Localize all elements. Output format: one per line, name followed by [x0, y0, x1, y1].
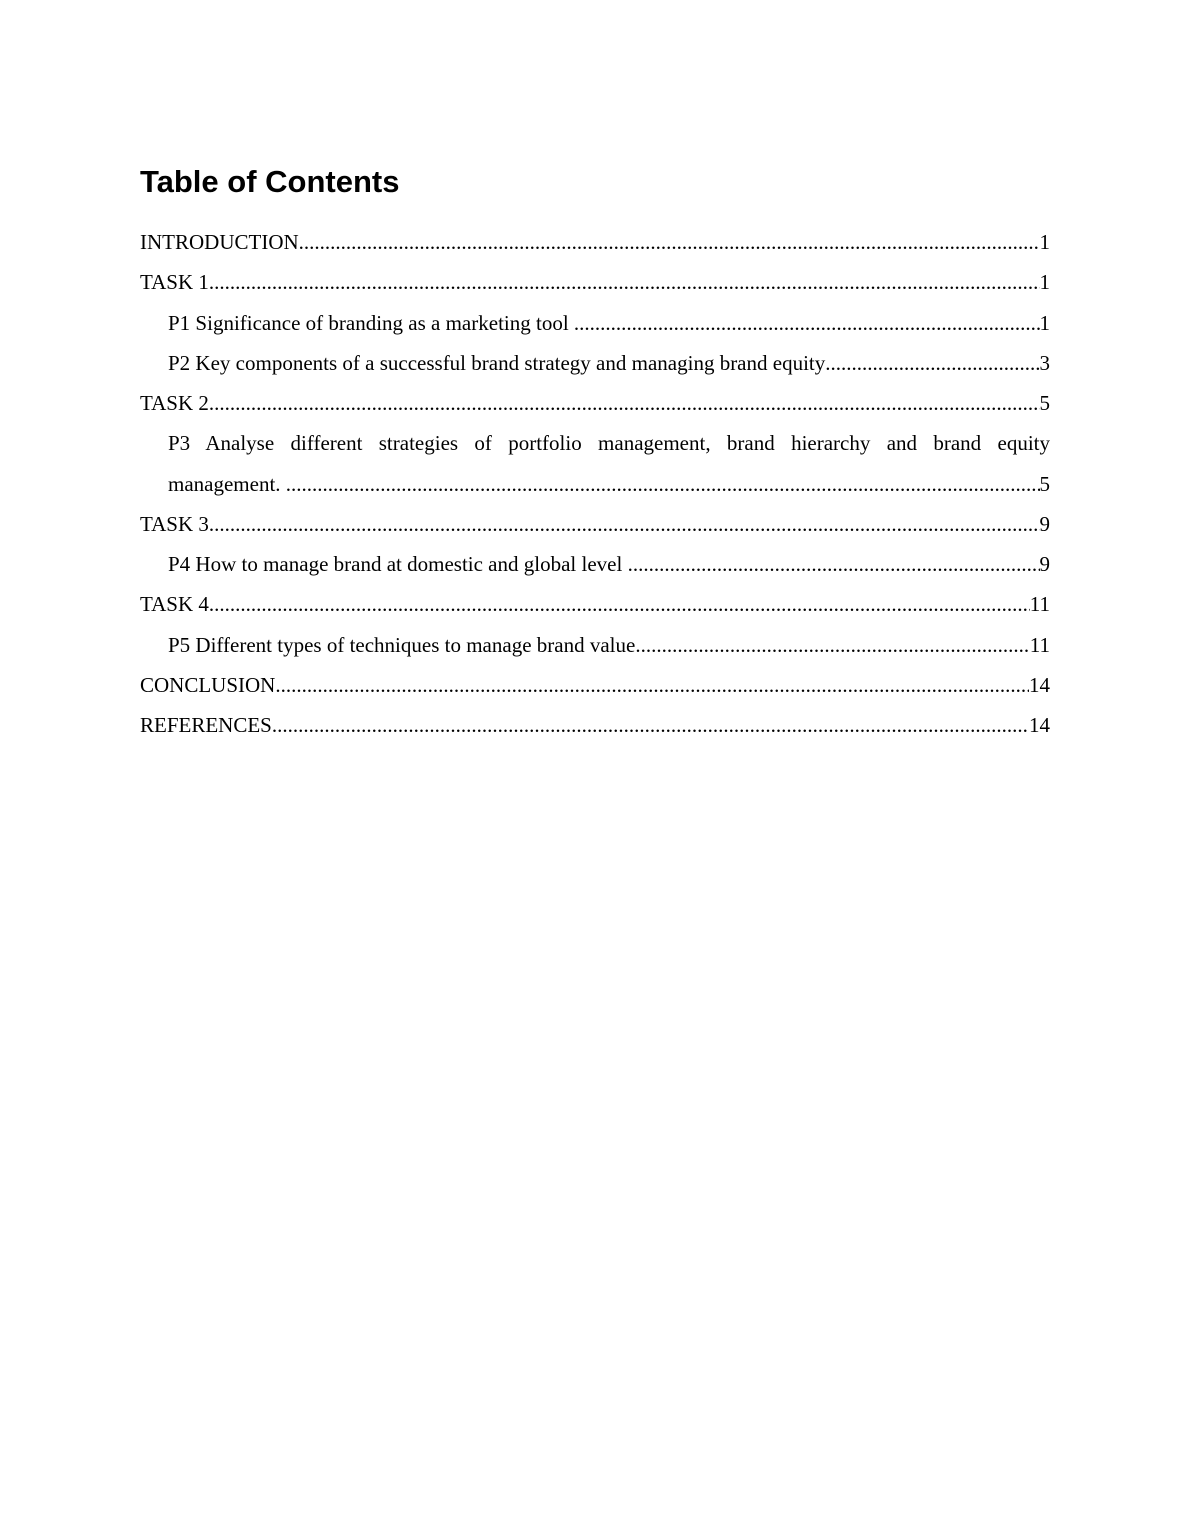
- toc-entry-text-line-1: P3 Analyse different strategies of portfolio management, brand hierarchy and brand equity: [168, 431, 1050, 456]
- toc-entry-line-2: [168, 464, 1050, 504]
- toc-entry-text: CONCLUSION: [140, 672, 276, 697]
- toc-entry-references[interactable]: [140, 705, 1050, 745]
- toc-page-number: 9: [1039, 552, 1050, 576]
- toc-entry-conclusion[interactable]: [140, 665, 1050, 705]
- toc-dot-leader: [209, 504, 1040, 544]
- toc-page-number: 11: [1029, 592, 1050, 617]
- toc-dot-leader: [275, 665, 1029, 705]
- toc-dot-leader: [635, 625, 1029, 665]
- toc-entry-task-2[interactable]: [140, 383, 1050, 423]
- toc-dot-leader: [286, 464, 1040, 504]
- toc-entry-task-3[interactable]: [140, 504, 1050, 544]
- toc-dot-leader: [209, 262, 1040, 302]
- toc-page-number: 3: [1039, 350, 1050, 375]
- toc-entry-text: TASK 3: [140, 511, 209, 536]
- toc-dot-leader: [272, 705, 1029, 745]
- toc-entry-p4[interactable]: [140, 544, 1050, 584]
- toc-dot-leader: [209, 383, 1040, 423]
- toc-entry-p2[interactable]: [140, 343, 1050, 383]
- toc-entry-text: TASK 4: [140, 592, 209, 617]
- toc-entry-p5[interactable]: [140, 625, 1050, 665]
- toc-dot-leader: [299, 222, 1040, 262]
- toc-entry-text: P4 How to manage brand at domestic and global level: [168, 552, 628, 576]
- toc-page-number: 1: [1039, 230, 1050, 254]
- toc-page-number: 11: [1029, 632, 1050, 657]
- toc-list: [140, 222, 1050, 745]
- toc-entry-text: REFERENCES: [140, 713, 272, 737]
- toc-entry-text: TASK 2: [140, 391, 209, 415]
- toc-entry-text: TASK 1: [140, 270, 209, 295]
- toc-entry-p3[interactable]: [140, 423, 1050, 504]
- toc-page-number: 5: [1039, 471, 1050, 496]
- toc-entry-introduction[interactable]: [140, 222, 1050, 262]
- toc-dot-leader: [628, 544, 1040, 584]
- toc-entry-text: P5 Different types of techniques to manage brand value: [168, 632, 636, 657]
- toc-entry-text-line-2: management.: [168, 471, 286, 496]
- toc-dot-leader: [574, 303, 1040, 343]
- toc-title: Table of Contents: [140, 164, 400, 199]
- toc-dot-leader: [825, 343, 1039, 383]
- toc-page-number: 14: [1029, 672, 1050, 697]
- toc-page-number: 14: [1029, 713, 1050, 737]
- toc-dot-leader: [209, 584, 1030, 624]
- toc-entry-text: P2 Key components of a successful brand strategy and managing brand equity: [168, 350, 826, 375]
- toc-entry-task-1[interactable]: [140, 262, 1050, 302]
- toc-page-number: 1: [1039, 310, 1050, 335]
- toc-page-number: 5: [1039, 391, 1050, 415]
- toc-entry-text: P1 Significance of branding as a marketing tool: [168, 310, 574, 335]
- toc-page-number: 1: [1039, 270, 1050, 295]
- toc-entry-p1[interactable]: [140, 303, 1050, 343]
- toc-entry-task-4[interactable]: [140, 584, 1050, 624]
- toc-page-number: 9: [1039, 511, 1050, 536]
- toc-entry-text: INTRODUCTION: [140, 230, 299, 254]
